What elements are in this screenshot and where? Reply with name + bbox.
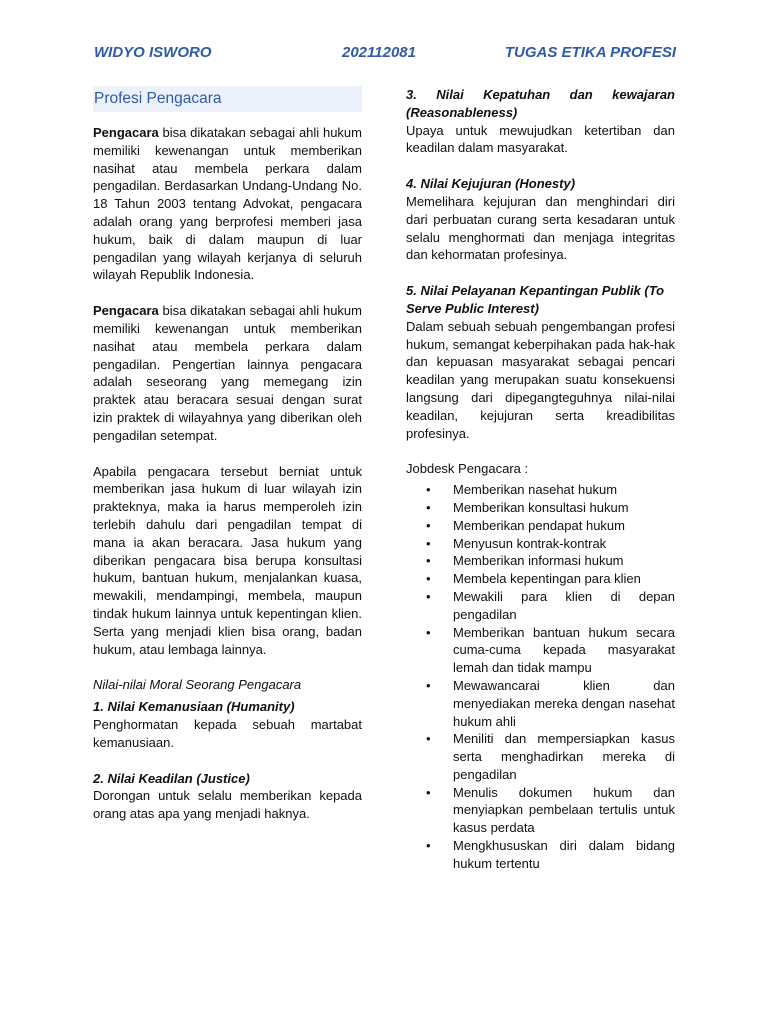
list-item: • Mewawancarai klien dan menyediakan mereka dengan nasehat hukum ahli (406, 677, 675, 730)
paragraph-1-lead: Pengacara (93, 125, 159, 140)
list-item: • Memberikan pendapat hukum (406, 517, 675, 535)
list-item: • Membela kepentingan para klien (406, 570, 675, 588)
value-2-text: Dorongan untuk selalu memberikan kepada orang atas apa yang menjadi haknya. (93, 788, 362, 822)
paragraph-2 (93, 302, 362, 444)
paragraph-1 (93, 124, 362, 284)
left-column (93, 86, 362, 823)
list-item: • Memberikan konsultasi hukum (406, 499, 675, 517)
paragraph-2-text: bisa dikatakan sebagai ahli hukum memiliki kewenangan untuk memberikan nasihat atau membela perkara dalam pengadilan. Pengertian lainnya pengacara adalah seseorang yang memegang izin praktek atau beracara sesuai dengan surat izin praktek di wilayahnya yang diberikan oleh pengadilan setempat. (93, 303, 362, 443)
value-4-title: 4. Nilai Kejujuran (Honesty) (406, 176, 576, 192)
paragraph-1-text: bisa dikatakan sebagai ahli hukum memiliki kewenangan untuk memberikan nasihat atau membela perkara dalam pengadilan. Berdasarkan Undang-Undang No. 18 Tahun 2003 tentang Advokat, pengacara adalah orang yang berprofesi memberi jasa hukum, baik di dalam maupun di luar pengadilan yang wilayah kerjanya di seluruh wilayah Republik Indonesia. (93, 125, 362, 283)
section-title: Profesi Pengacara (93, 86, 362, 112)
jobdesk-list (406, 481, 675, 873)
value-5-text: Dalam sebuah sebuah pengembangan profesi hukum, semangat keberpihakan pada hak-hak dan kepuasan masyarakat sebagai pencari keadilan yang merupakan suatu konsekuensi langsung dari dipegangteguhnya nilai-nilai keadilan, kejujuran serta kreadibilitas profesinya. (406, 318, 675, 441)
value-3-title: 3. Nilai Kepatuhan dan kewajaran (Reasonableness) (406, 87, 675, 120)
list-item: • Menulis dokumen hukum dan menyiapkan pembelaan tertulis untuk kasus perdata (406, 784, 675, 837)
author-name: WIDYO ISWORO (94, 44, 212, 61)
assignment-title: TUGAS ETIKA PROFESI (504, 44, 676, 61)
value-5-title: 5. Nilai Pelayanan Kepantingan Publik (To Serve Public Interest) (406, 283, 665, 316)
value-1-title: 1. Nilai Kemanusiaan (Humanity) (93, 699, 295, 715)
moral-values-heading: Nilai-nilai Moral Seorang Pengacara (93, 677, 302, 693)
page-header (94, 44, 676, 64)
paragraph-2-lead: Pengacara (93, 303, 159, 319)
right-column (406, 86, 675, 873)
jobdesk-heading: Jobdesk Pengacara : (406, 461, 529, 477)
value-3-text: Upaya untuk mewujudkan ketertiban dan keadilan dalam masyarakat. (406, 122, 675, 156)
student-id: 202112081 (342, 44, 416, 61)
paragraph-3: Apabila pengacara tersebut berniat untuk memberikan jasa hukum di luar wilayah izin prakteknya, maka ia harus memperoleh izin terlebih dahulu dari pengadilan tempat di mana ia akan beracara. Jasa hukum yang diberikan pengacara bisa berupa konsultasi hukum, bantuan hukum, menjalankan kuasa, mewakili, mendampingi, membela, maupun tindak hukum lainnya untuk kepentingan klien. Serta yang menjadi klien bisa orang, badan hukum, atau lembaga lainnya. (93, 463, 362, 657)
list-item: • Memberikan bantuan hukum secara cuma-cuma kepada masyarakat lemah dan tidak mampu (406, 624, 675, 677)
list-item: • Memberikan nasehat hukum (406, 481, 675, 499)
value-2-title: 2. Nilai Keadilan (Justice) (93, 770, 250, 786)
list-item: • Mengkhususkan diri dalam bidang hukum tertentu (406, 837, 675, 873)
value-4-text: Memelihara kejujuran dan menghindari diri dari perbuatan curang serta kesadaran untuk selalu menghormati dan menjaga integritas dan kehormatan profesinya. (406, 193, 675, 263)
list-item: • Menyusun kontrak-kontrak (406, 535, 675, 553)
list-item: • Meniliti dan mempersiapkan kasus serta menghadirkan mereka di pengadilan (406, 730, 675, 783)
value-1-text: Penghormatan kepada sebuah martabat kemanusiaan. (93, 716, 362, 750)
list-item: • Mewakili para klien di depan pengadilan (406, 588, 675, 624)
list-item: • Memberikan informasi hukum (406, 552, 675, 570)
